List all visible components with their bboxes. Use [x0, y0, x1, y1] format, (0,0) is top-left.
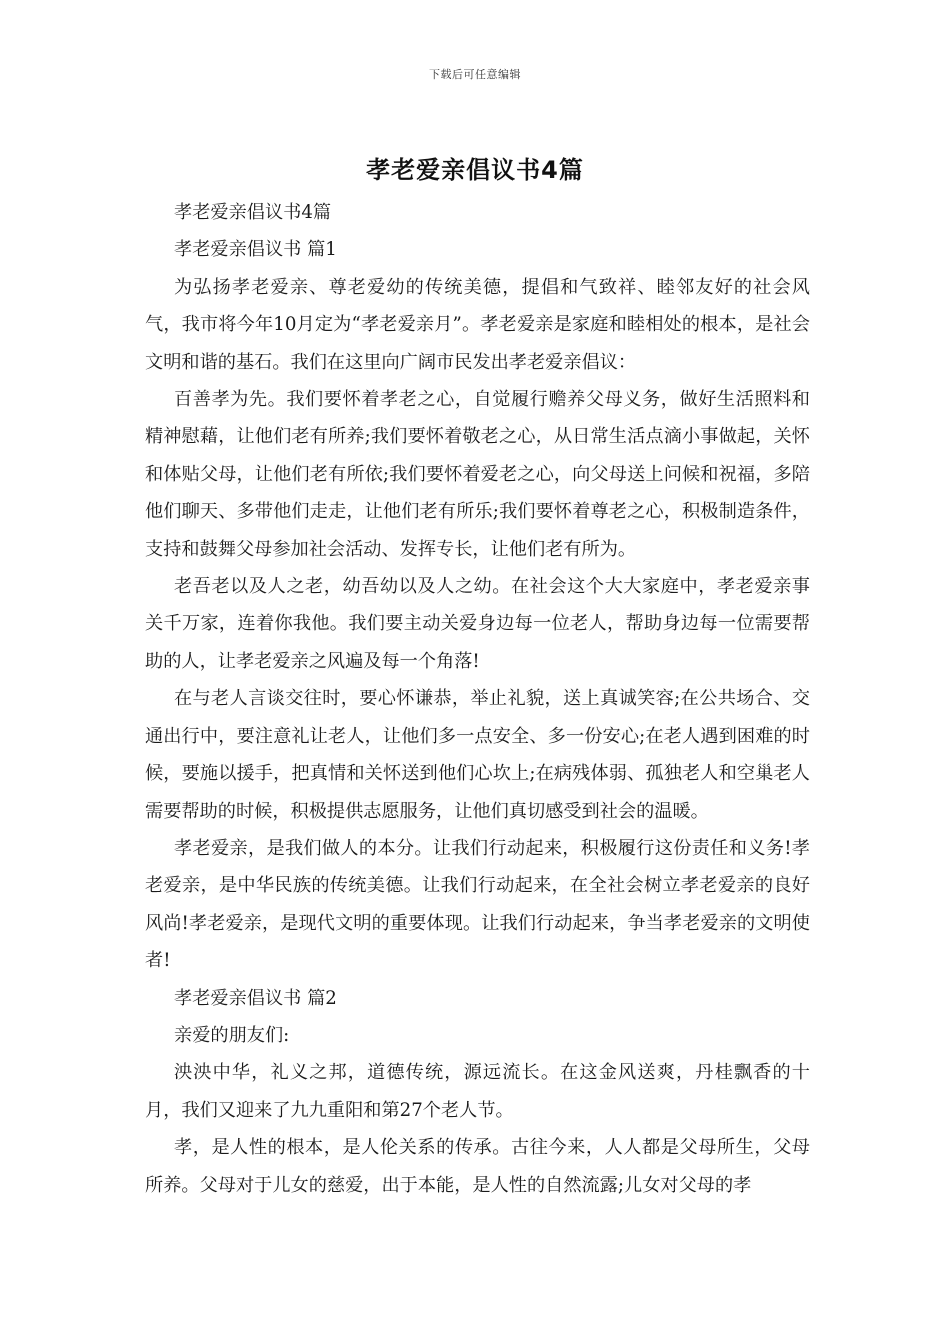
paragraph: 老吾老以及人之老，幼吾幼以及人之幼。在社会这个大大家庭中，孝老爱亲事关千万家，连着你我他。我们要主动关爱身边每一位老人，帮助身边每一位需要帮助的人，让孝老爱亲之风遍及每一个角落! — [145, 576, 810, 672]
paragraph: 孝，是人性的根本，是人伦关系的传承。古往今来，人人都是父母所生，父母所养。父母对于儿女的慈爱，出于本能，是人性的自然流露;儿女对父母的孝 — [145, 1137, 810, 1196]
document-body — [145, 194, 810, 1204]
salutation: 亲爱的朋友们: — [174, 1024, 290, 1046]
paragraph: 百善孝为先。我们要怀着孝老之心，自觉履行赡养父母义务，做好生活照料和精神慰藉，让他们老有所养;我们要怀着敬老之心，从日常生活点滴小事做起，关怀和体贴父母，让他们老有所依;我们要怀着爱老之心，向父母送上问候和祝福，多陪他们聊天、多带他们走走，让他们老有所乐;我们要怀着尊老之心，积极制造条件，支持和鼓舞父母参加社会活动、发挥专长，让他们老有所为。 — [145, 389, 810, 560]
paragraph-subtitle: 孝老爱亲倡议书4篇 — [174, 202, 332, 223]
paragraph: 孝老爱亲，是我们做人的本分。让我们行动起来，积极履行这份责任和义务!孝老爱亲，是中华民族的传统美德。让我们行动起来，在全社会树立孝老爱亲的良好风尚!孝老爱亲，是现代文明的重要体现。让我们行动起来，争当孝老爱亲的文明使者! — [145, 837, 810, 972]
paragraph: 在与老人言谈交往时，要心怀谦恭，举止礼貌，送上真诚笑容;在公共场合、交通出行中，要注意礼让老人，让他们多一点安全、多一份安心;在老人遇到困难的时候，要施以援手，把真情和关怀送到他们心坎上;在病残体弱、孤独老人和空巢老人需要帮助的时候，积极提供志愿服务，让他们真切感受到社会的温暖。 — [145, 688, 810, 822]
paragraph: 泱泱中华，礼义之邦，道德传统，源远流长。在这金风送爽，丹桂飘香的十月，我们又迎来了九九重阳和第27个老人节。 — [145, 1062, 810, 1121]
page-title: 孝老爱亲倡议书4篇 — [366, 156, 584, 184]
section-heading-2: 孝老爱亲倡议书 篇2 — [174, 987, 337, 1009]
header-note: 下载后可任意编辑 — [429, 68, 521, 81]
paragraph: 为弘扬孝老爱亲、尊老爱幼的传统美德，提倡和气致祥、睦邻友好的社会风气，我市将今年10月定为“孝老爱亲月”。孝老爱亲是家庭和睦相处的根本，是社会文明和谐的基石。我们在这里向广阔市民发出孝老爱亲倡议： — [145, 276, 810, 373]
section-heading-1: 孝老爱亲倡议书 篇1 — [174, 239, 337, 261]
